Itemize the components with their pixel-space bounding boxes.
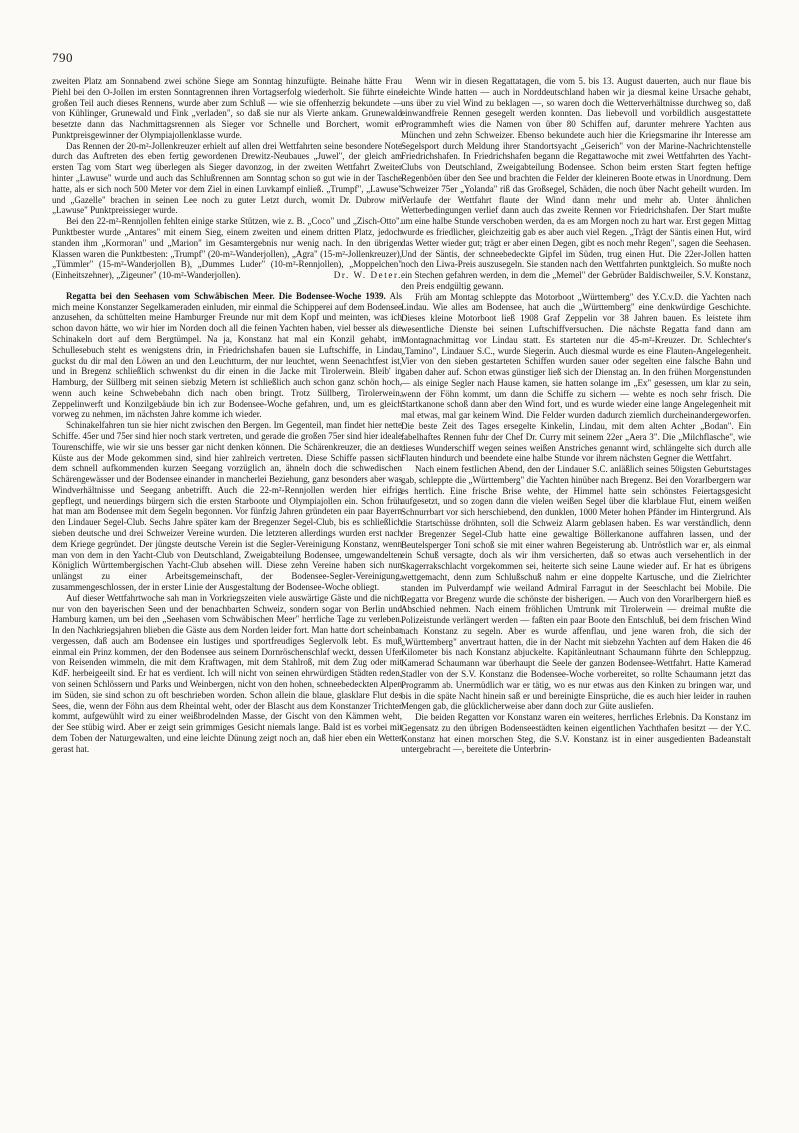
paragraph: Bei den 22-m²-Rennjollen fehlten einige starke Stützen, wie z. B. „Coco" und „Zisch-Otto". Punktbester wurde „Antares" mit einem Sieg, einem zweiten und einem dritten Platz, jedoch standen ihm „Kormoran" und „Marion" im Gesamtergebnis nur wenig nach. In den übrigen Klassen waren die Punktbesten: „Trumpf" (20-m²-Wanderjollen), „Agra" (15-m²-Jollenkreuzer), „Tümmler" (15-m²-Wanderjollen B), „Dummes Luder" (10-m²-Rennjollen), „Moppelchen" (Einheitszehner), „Zigeuner" (10-m²-Wanderjollen). — [52, 216, 402, 281]
paragraph: zweiten Platz am Sonnabend zwei schöne Siege am Sonntag hinzufügte. Beinahe hätte Frau Piehl bei den O-Jollen im ersten Sonntagrennen ihren Vortagserfolg wiederholt. Sie führte eine großen Teil auch dieses Rennens, wurde aber zum Schluß — wie sie offenherzig bekundete — von Kühlinger, Grunewald und Fink „verladen", so daß sie nur als Vierte ankam. Grunewald besetzte dann das Nachmittagsrennen als Sieger vor Schnelle und Borchert, womit er Punktpreisgewinner der Olympiajollenklasse wurde. — [52, 76, 402, 140]
paragraph: Auf dieser Wettfahrtwoche sah man in Vorkriegszeiten viele auswärtige Gäste und die nicht nur von den bayerischen Seen und der benachbarten Schweiz, sondern sogar von Berlin und Hamburg kamen, um bei den „Seehasen vom Schwäbischen Meer" herrliche Tage zu verleben. In den Nachkriegsjahren blieben die Gäste aus dem Norden leider fort. Man hatte dort scheinbar vergessen, daß auch am Bodensee ein lustiges und sportfreudiges Seglervolk lebt. Es muß einmal ein Prinz kommen, der den Bodensee aus seinem Dornröschenschlaf weckt, dessen Ufer von Reisenden wimmeln, die mit dem Kraftwagen, mit dem Stahlroß, mit dem Zug oder mit KdF. herbeigeeilt sind. Er hat es verdient. Ich will nicht von seinen ehrwürdigen Städten reden, von seinen Schlössern und Parks und Weinbergen, nicht von den hohen, schneebedeckten Alpen im Süden, sie sind schon zu oft beschrieben worden. Schon allein die blaue, glasklare Flut des Sees, die, wenn der Föhn aus dem Rheintal weht, oder der Blascht aus dem Konstanzer Trichter kommt, aufgewühlt wird zu einer weißbrodelnden Masse, der Gischt von den Kämmen weht, der See stübig wird. Aber er zeigt sein grimmiges Gesicht niemals lange. Bald ist es vorbei mit dem Toben der Naturgewalten, und eine leichte Dünung zeigt noch an, daß hier eben ein Wetter gerast hat. — [52, 592, 402, 754]
paragraph: Nach einem festlichen Abend, den der Lindauer S.C. anläßlich seines 50igsten Geburtstages gab, schleppte die „Württemberg" die Yachten hinüber nach Bregenz. Bei den Vorarlbergern war es herrlich. Eine frische Brise wehte, der Himmel hatte sein schönstes Feiertagsgesicht aufgesetzt, und so zogen dann die vielen weißen Segel über die klarblaue Flut, einem weißen Schnurrbart vor sich herschiebend, den dunklen, 1000 Meter hohen Pfänder im Hintergrund. Als die Startschüsse dröhnten, soll die Schweiz Alarm geblasen haben. Es war verständlich, denn der Bregenzer Segel-Club hatte eine gewaltige Böllerkanone auffahren lassen, und der Beutelsperger Toni schoß sie mit einer wahren Begeisterung ab. Untröstlich war er, als einmal ein Schuß versagte, doch als wir ihm versicherten, daß so etwas auch versehentlich in der Skagerrakschlacht vorgekommen sei, heiterte sich seine Laune wieder auf. Er hat es übrigens wettgemacht, denn zum Schlußschuß nahm er eine doppelte Kartusche, und die Zielrichter standen im Pulverdampf wie weiland Admiral Farragut in der Seeschlacht bei Mobile. Die Regatta vor Bregenz wurde die schönste der bisherigen. — Auch von den Vorarlbergern hieß es Abschied nehmen. Nach einem fröhlichen Umtrunk mit Tirolerwein — dreimal mußte die Polizeistunde verlängert werden — faßten ein paar Boote den Entschluß, bei dem frischen Wind nach Konstanz zu segeln. Aber es wurde affenflau, und jene waren froh, die sich der „Württemberg" anvertraut hatten, die in der Nacht mit siebzehn Yachten auf dem Haken die 46 Kilometer bis nach Konstanz abjuckelte. Kapitänleutnant Schaumann führte den Schleppzug. Kamerad Schaumann war überhaupt die Seele der ganzen Bodensee-Wettfahrt. Hatte Kamerad Stadler von der S.V. Konstanz die Bodensee-Woche vorbereitet, so rollte Schaumann jetzt das Programm ab. Unermüdlich war er tätig, wo es nur etwas aus den Kinken zu bringen war, und bis in die späte Nacht hinein saß er und bereinigte Einsprüche, die es auch hier leider in rauhen Mengen gab, die glücklicherweise aber dann doch zur Güte ausliefen. — [401, 464, 751, 712]
paragraph: Schinakelfahren tun sie hier nicht zwischen den Bergen. Im Gegenteil, man findet hier nette Schiffe. 45er und 75er sind hier noch stark vertreten, und gerade die großen 75er sind hier ideale Tourenschiffe, wie wir sie uns besser gar nicht denken können. Die Schärenkreuzer, die an der Küste aus der Mode gekommen sind, sind hier zahlreich vertreten. Diese Schiffe passen sich dem schnell aufkommenden kurzen Seegang vorzüglich an, ähneln doch die schwedischen Schärengewässer und der Bodensee einander in mancherlei Beziehung, ganz besonders aber was Windverhältnisse und Seegang anbetrifft. Auch die 22-m²-Rennjollen werden hier eifrig gepflegt, und neuerdings bürgern sich die ersten Starboote und Olympiajollen ein. Schon früh hat man am Bodensee mit dem Segeln begonnen. Vor fünfzig Jahren gründeten ein paar Bayern den Lindauer Segel-Club. Sechs Jahre später kam der Bregenzer Segel-Club, bis es schließlich sieben deutsche und drei Schweizer Vereine wurden. Die letzteren allerdings wurden erst nach dem Kriege gegründet. Der jüngste deutsche Verein ist die Segler-Vereinigung Konstanz, wenn man von dem in den Yacht-Club von Deutschland, Zweigabteilung Bodensee, umgewandelten Königlich Württembergischen Yacht-Club absehen will. Diese zehn Vereine haben sich nun unlängst zu einer Arbeitsgemeinschaft, der Bodensee-Segler-Vereinigung, zusammengeschlossen, der in erster Linie der Ausgestaltung der Bodensee-Woche obliegt. — [52, 420, 402, 592]
left-column — [52, 76, 402, 1111]
article-intro — [52, 291, 402, 420]
paragraph: Wenn wir in diesen Regattatagen, die vom 5. bis 13. August dauerten, auch nur flaue bis leichte Winde hatten — auch in Norddeutschland haben wir ja diesmal keine Ursache gehabt, uns über zu viel Wind zu beklagen —, so waren doch die Wetterverhältnisse durchweg so, daß einwandfreie Rennen gesegelt werden konnten. Das liebevoll und vorbildlich ausgestattete Programmheft wies die Namen von über 80 Schiffen auf, darunter mehrere Yachten aus München und zehn Schweizer. Ebenso bekundete auch hier die Kriegsmarine ihr Interesse am Segelsport durch Meldung ihrer Standortsyacht „Geiserich" von der Marine-Nachrichtenstelle Friedrichshafen. In Friedrichshafen begann die Regattawoche mit zwei Wettfahrten des Yacht-Clubs von Deutschland, Zweigabteilung Bodensee. Schon beim ersten Start fegten heftige Regenböen über den See und brachten die Felder der kleineren Boote etwas in Unordnung. Dem Schweizer 75er „Yolanda" riß das Großsegel, Schäden, die noch über Nacht geheilt wurden. Im Verlaufe der Wettfahrt flaute der Wind dann mehr und mehr ab. Unter ähnlichen Wetterbedingungen verlief dann auch das zweite Rennen vor Friedrichshafen. Der Start mußte um eine halbe Stunde verschoben werden, da es am Morgen noch zu hart war. Erst gegen Mittag wurde es friedlicher, gleichzeitig gab es aber auch viel Regen. „Trägt der Säntis einen Hut, wird das Wetter wieder gut; trägt er aber einen Degen, gibt es noch mehr Regen", sagen die Seehasen. Und der Säntis, der schneebedeckte Gipfel im Süden, trug einen Hut. Die 22er-Jollen hatten noch den Liwa-Preis auszusegeln. Sie standen nach den Wettfahrten punktgleich. So mußte noch ein Stechen gefahren werden, in dem die „Memel" der Gebrüder Baldischweiler, S.V. Konstanz, den Preis endgültig gewann. — [401, 76, 751, 291]
page-number: 790 — [52, 50, 73, 65]
paragraph: Das Rennen der 20-m²-Jollenkreuzer erhielt auf allen drei Wettfahrten seine besondere Note durch das Auftreten des eben fertig gewordenen Drewitz-Neubaues „Juwel", der gleich am ersten Tag vom Start weg überlegen als Sieger davonzog, in der zweiten Wettfahrt Zweiter hinter „Lawuse" wurde und auch das Schlußrennen am Sonntag schon so gut wie in der Tasche hatte, als er sich noch 500 Meter vor dem Ziel in einen Luvkampf einließ. „Trumpf", „Lawuse" und „Gazelle" brachen in seinen Lee noch zu guter Letzt durch, womit Dr. Dubrow mit „Lawuse" Punktpreissieger wurde. — [52, 140, 402, 216]
paragraph: Die beiden Regatten vor Konstanz waren ein weiteres, herrliches Erlebnis. Da Konstanz im Gegensatz zu den übrigen Bodenseestädten keinen eigentlichen Yachthafen besitzt — der Y.C. Konstanz hat einen morschen Steg, die S.V. Konstanz ist in einer ausgedienten Badeanstalt untergebracht —, bereitete die Unterbrin- — [401, 712, 751, 755]
article-heading: Regatta bei den Seehasen vom Schwäbischen Meer. Die Bodensee-Woche 1939. — [66, 290, 386, 301]
right-column — [401, 76, 751, 1111]
paragraph: Früh am Montag schleppte das Motorboot „Württemberg" des Y.C.v.D. die Yachten nach Lindau. Wie alles am Bodensee, hat auch die „Württemberg" eine denkwürdige Geschichte. Dieses kleine Motorboot ließ 1908 Graf Zeppelin vor 38 Jahren bauen. Es leistete ihm wesentliche Dienste bei seinen Luftschiffversuchen. Die nächste Regatta fand dann am Montagnachmittag vor Lindau statt. Es starteten nur die 45-m²-Kreuzer. Dr. Schlechter's „Tamino", Lindauer S.C., wurde Siegerin. Auch diesmal wurde es eine Flauten-Angelegenheit. Vier von den sieben gestarteten Schiffen wurden sauer oder segelten eine falsche Bahn und gaben daher auf. Schon etwas günstiger ließ sich der Dienstag an. In den frühen Morgenstunden — als einige Segler nach Hause kamen, sie hatten solange im „Ex" gesessen, um klar zu sein, wenn der Föhn kommt, um dann die Schiffe zu sichern — wehte es noch sehr frisch. Die Startkanone schoß dann aber den Wind fort, und es wurde wieder eine lange Angelegenheit mit mal etwas, mal gar keinem Wind. Die Felder wurden dadurch ziemlich durcheinandergeworfen. Die beste Zeit des Tages ersegelte Kinkelin, Lindau, mit dem alten Achter „Bodan". Ein fabelhaftes Rennen fuhr der Chef Dr. Curry mit seinem 22er „Aera 3". Die „Milchflasche", wie dieses Wunderschiff wegen seines weißen Anstriches genannt wird, schlängelte sich durch alle Flauten hindurch und beendete eine halbe Stunde vor ihrem nächsten Gegner die Wettfahrt. — [401, 291, 751, 464]
author-name: Dr. W. Deter. — [333, 270, 402, 281]
paragraph-text: Als mich meine Konstanzer Segelkameraden einluden, mir einmal die Schipperei auf dem Bodensee anzusehen, da schüttelten meine Hamburger Freunde nur mit dem Kopf und meinten, was ich schon davon hätte, wo wir hier im Norden doch all die feinen Yachten haben, viel besser als die Schinakeln dort auf dem Bergtümpel. Na ja, Konstanz hat mal ein Konzil gehabt, im Schullesebuch steht es wenigstens drin, in Friedrichshafen bauen sie Luftschiffe, in Lindau guckst du dir mal den Löwen an und den Leuchtturm, der nur leuchtet, wenn Seenachtfest ist, und in Bregenz schließlich schwenkst du dir einen in die Jacke mit Tirolerwein. Bleib' in Hamburg, der Süllberg mit seinen siebzig Metern ist schließlich auch schon ganz schön hoch, wenn auch keine Schwebebahn dich nach oben bringt. Trotz Süllberg, Tirolerwein, Zeppelinwerft und Konzilgebäude bin ich zur Bodensee-Woche gefahren, und, um es gleich vorweg zu nehmen, im nächsten Jahre komme ich wieder. — [52, 290, 402, 420]
